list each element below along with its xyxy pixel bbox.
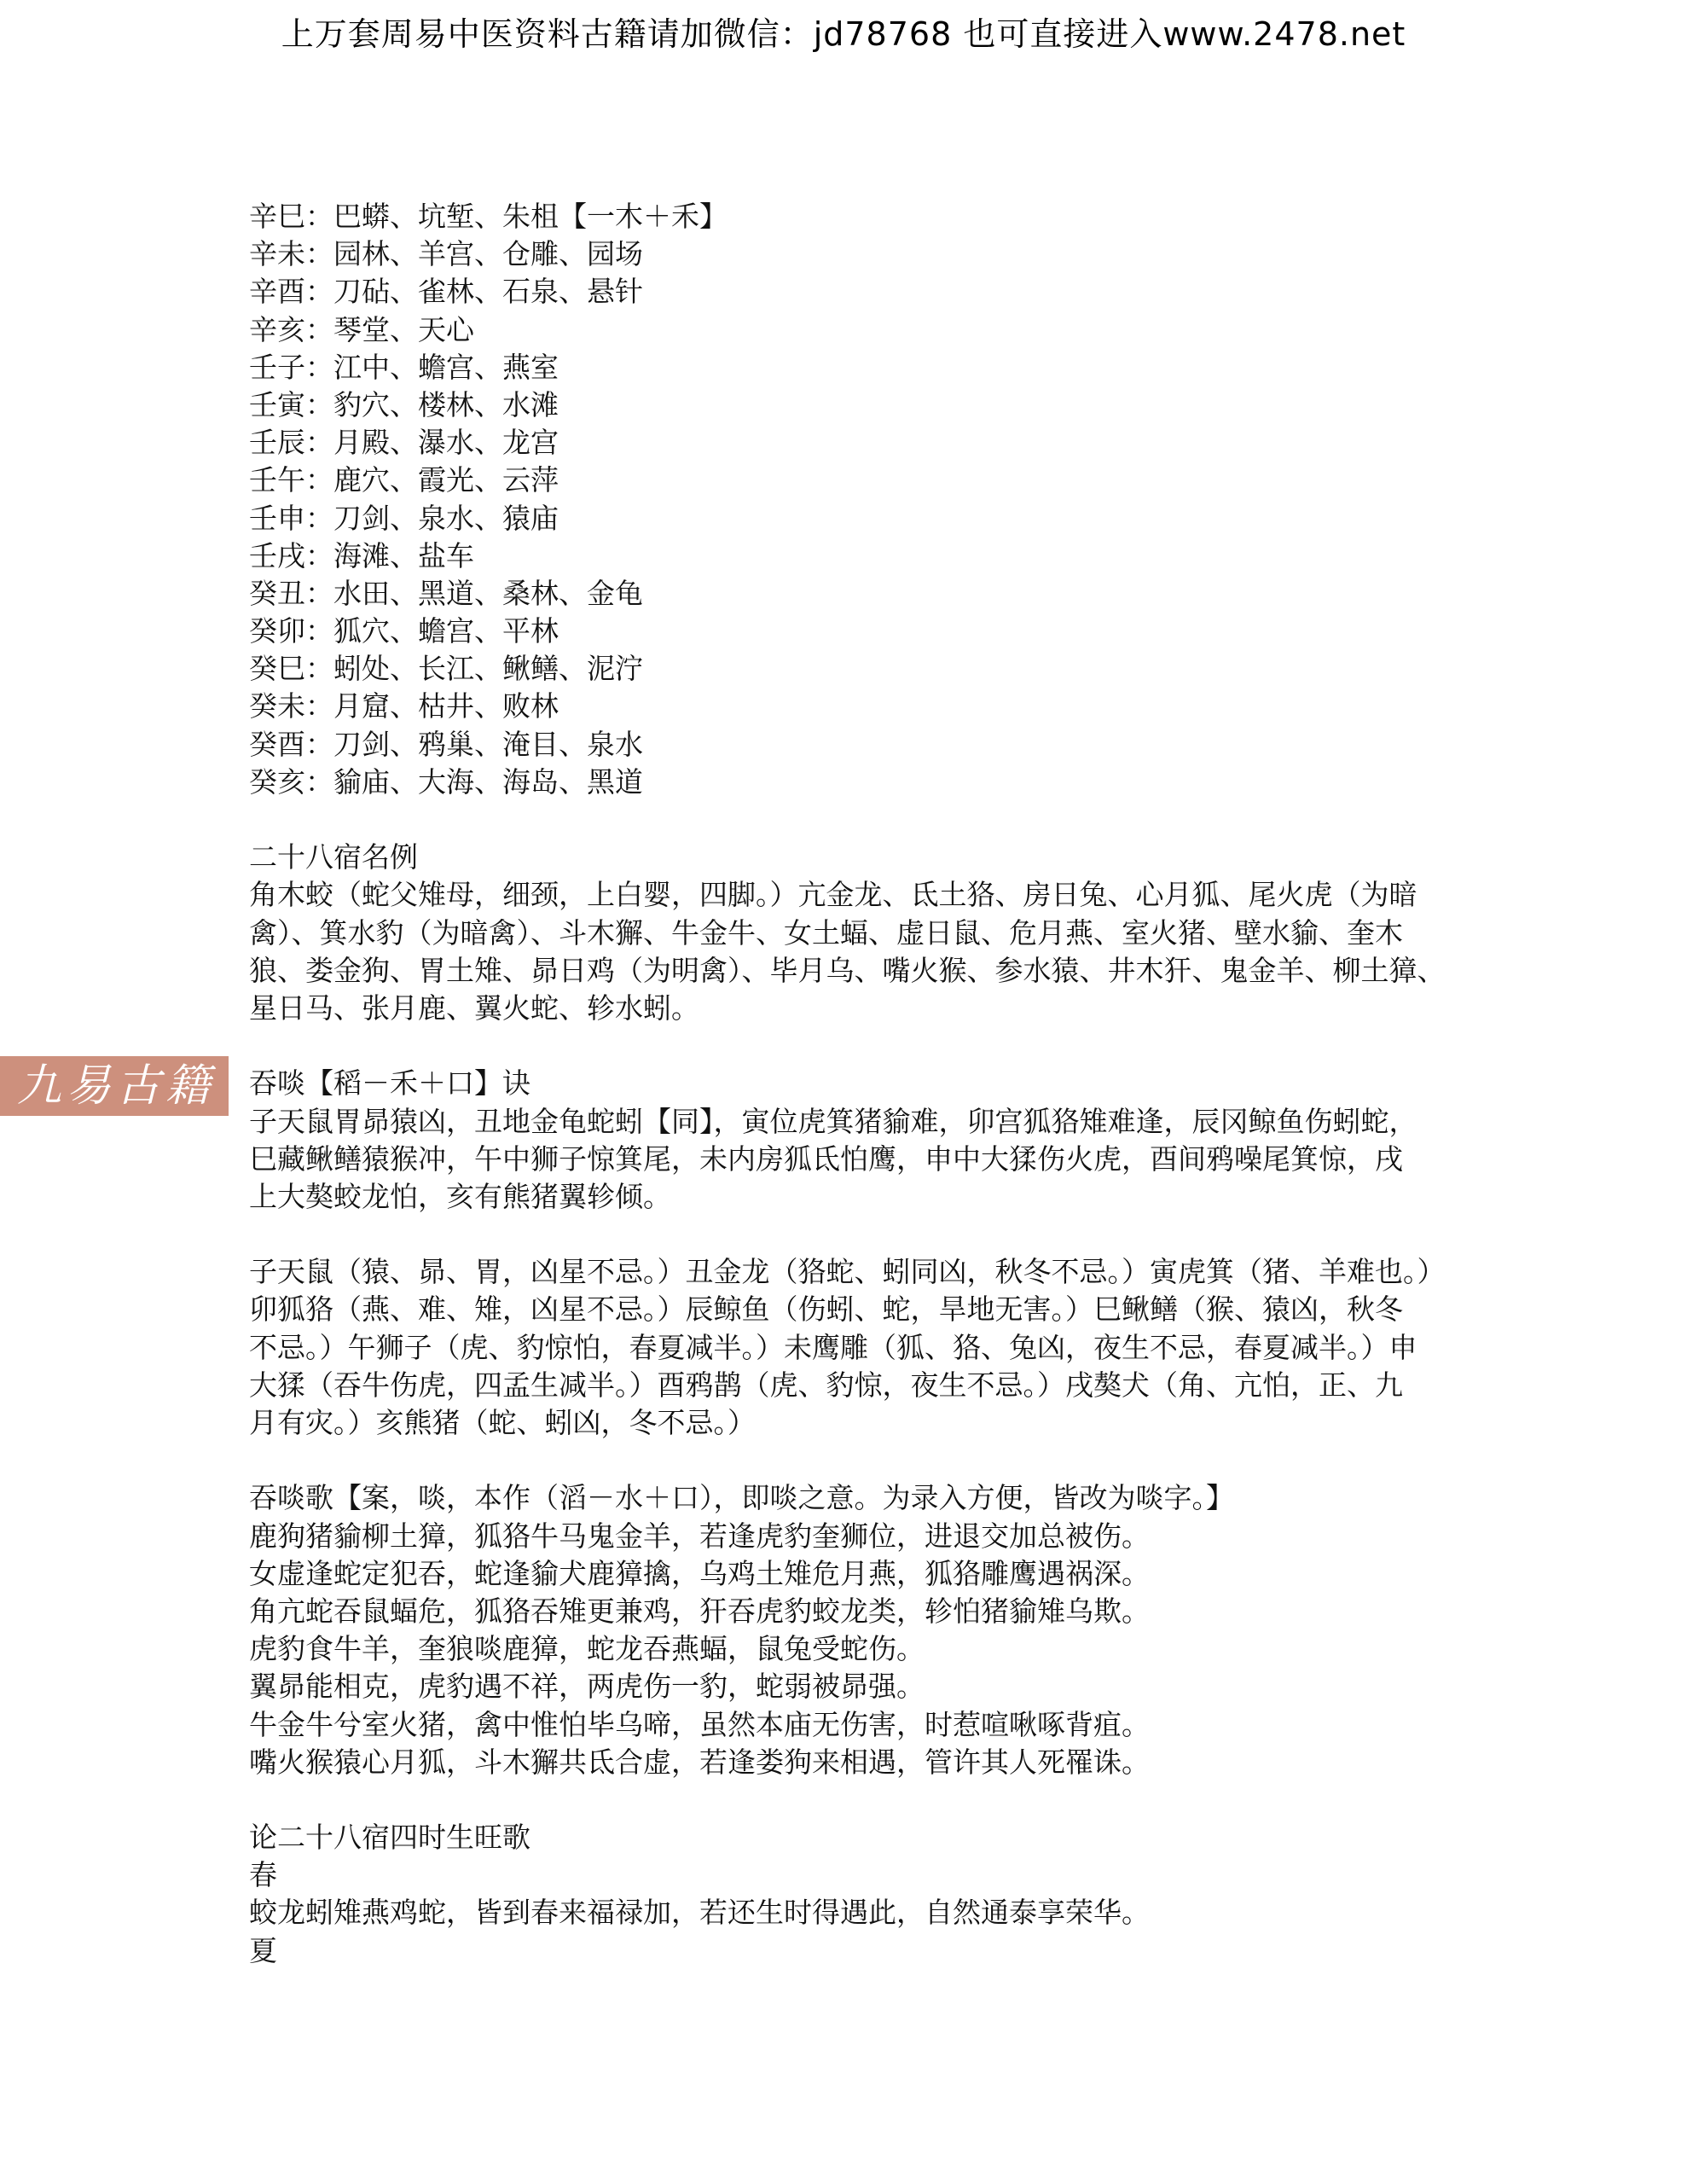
text-line: 月有灾。）亥熊猪（蛇、蚓凶，冬不忌。） xyxy=(249,1406,756,1439)
text-line: 巳藏鳅鳝猿猴冲，午中狮子惊箕尾，未内房狐氐怕鹰，申中大猱伤火虎，酉间鸦噪尾箕惊，戌 xyxy=(249,1141,1403,1176)
text-line: 癸未：月窟、枯井、败林 xyxy=(249,689,559,723)
text-line: 二十八宿名例 xyxy=(249,840,418,874)
text-section xyxy=(249,1253,1477,1442)
text-line: 角木蛟（蛇父雉母，细颈，上白婴，四脚。）亢金龙、氐土狢、房日兔、心月狐、尾火虎（为暗 xyxy=(249,878,1417,912)
text-line: 辛巳：巴蟒、坑堑、朱柤【一木＋禾】 xyxy=(249,200,728,233)
text-line: 鹿狗猪貐柳土獐，狐狢牛马鬼金羊，若逢虎豹奎狮位，进退交加总被伤。 xyxy=(249,1519,1150,1553)
text-section xyxy=(249,1819,1477,1970)
text-line: 春 xyxy=(249,1858,277,1892)
text-line: 夏 xyxy=(249,1933,277,1967)
text-section xyxy=(249,1065,1477,1216)
text-line: 牛金牛兮室火猪，禽中惟怕毕乌啼，虽然本庙无伤害，时惹喧啾啄背疽。 xyxy=(249,1707,1150,1741)
text-line: 吞啖【稻－禾＋口】诀 xyxy=(249,1066,530,1101)
text-line: 辛酉：刀砧、雀林、石泉、悬针 xyxy=(249,275,643,309)
text-line: 禽）、箕水豹（为暗禽）、斗木獬、牛金牛、女土蝠、虚日鼠、危月燕、室火猪、壁水貐、奎木 xyxy=(249,915,1403,950)
text-line: 壬午：鹿穴、霞光、云萍 xyxy=(249,463,559,497)
text-line: 子天鼠胃昴猿凶，丑地金龟蛇蚓【同】，寅位虎箕猪貐难，卯宫狐狢雉难逢，辰冈鲸鱼伤蚓蛇， xyxy=(249,1104,1417,1138)
text-line: 癸巳：蚓处、长江、鳅鳝、泥泞 xyxy=(249,652,643,686)
text-line: 壬寅：豹穴、楼林、水滩 xyxy=(249,387,559,421)
text-line: 吞啖歌【案，啖，本作（滔－水＋口），即啖之意。为录入方便，皆改为啖字。】 xyxy=(249,1481,1234,1515)
text-line: 嘴火猴猿心月狐，斗木獬共氐合虚，若逢娄狗来相遇，管许其人死罹诛。 xyxy=(249,1745,1150,1779)
text-line: 大猱（吞牛伤虎，四孟生减半。）酉鸦鹊（虎、豹惊，夜生不忌。）戌獒犬（角、亢怕，正、九 xyxy=(249,1368,1403,1402)
text-section xyxy=(249,839,1477,1027)
text-line: 狼、娄金狗、胃土雉、昴日鸡（为明禽）、毕月乌、嘴火猴、参水猿、井木犴、鬼金羊、柳土獐、 xyxy=(249,953,1446,987)
text-line: 辛亥：琴堂、天心 xyxy=(249,312,474,346)
text-line: 不忌。）午狮子（虎、豹惊怕，春夏减半。）未鹰雕（狐、狢、兔凶，夜生不忌，春夏减半。）申 xyxy=(249,1330,1417,1364)
text-section xyxy=(249,198,1477,801)
text-line: 女虚逢蛇定犯吞，蛇逢貐犬鹿獐擒，乌鸡土雉危月燕，狐狢雕鹰遇祸深。 xyxy=(249,1556,1150,1590)
document-body xyxy=(249,198,1477,1970)
watermark-logo: 九易古籍网 xyxy=(0,1056,229,1116)
text-line: 壬子：江中、蟾宫、燕室 xyxy=(249,350,559,384)
section-gap xyxy=(249,1027,1477,1065)
section-gap xyxy=(249,1216,1477,1253)
text-line: 辛未：园林、羊宫、仓雕、园场 xyxy=(249,237,643,271)
text-line: 子天鼠（猿、昴、胃，凶星不忌。）丑金龙（狢蛇、蚓同凶，秋冬不忌。）寅虎箕（猪、羊难也。） xyxy=(249,1255,1446,1289)
text-line: 癸卯：狐穴、蟾宫、平林 xyxy=(249,614,559,648)
text-section xyxy=(249,1479,1477,1781)
text-line: 蛟龙蚓雉燕鸡蛇，皆到春来福禄加，若还生时得遇此，自然通泰享荣华。 xyxy=(249,1896,1150,1930)
text-line: 上大獒蛟龙怕，亥有熊猪翼轸倾。 xyxy=(249,1179,671,1213)
text-line: 卯狐狢（燕、难、雉，凶星不忌。）辰鲸鱼（伤蚓、蛇，旱地无害。）巳鳅鳝（猴、猿凶，秋冬 xyxy=(249,1292,1403,1327)
text-line: 癸丑：水田、黑道、桑林、金龟 xyxy=(249,576,643,610)
text-line: 论二十八宿四时生旺歌 xyxy=(249,1821,530,1855)
text-line: 角亢蛇吞鼠蝠危，狐狢吞雉更兼鸡，犴吞虎豹蛟龙类，轸怕猪貐雉乌欺。 xyxy=(249,1594,1150,1628)
text-line: 翼昴能相克，虎豹遇不祥，两虎伤一豹，蛇弱被昴强。 xyxy=(249,1670,925,1704)
text-line: 星日马、张月鹿、翼火蛇、轸水蚓。 xyxy=(249,990,699,1025)
section-gap xyxy=(249,1442,1477,1479)
text-line: 虎豹食牛羊，奎狼啖鹿獐，蛇龙吞燕蝠，鼠兔受蛇伤。 xyxy=(249,1632,925,1666)
top-banner: 上万套周易中医资料古籍请加微信：jd78768 也可直接进入www.2478.net xyxy=(281,15,1406,53)
section-gap xyxy=(249,801,1477,839)
text-line: 癸酉：刀剑、鸦巢、淹目、泉水 xyxy=(249,727,643,761)
text-line: 壬申：刀剑、泉水、猿庙 xyxy=(249,501,559,535)
text-line: 壬戌：海滩、盐车 xyxy=(249,538,474,572)
text-line: 壬辰：月殿、瀑水、龙宫 xyxy=(249,426,559,460)
text-line: 癸亥：貐庙、大海、海岛、黑道 xyxy=(249,764,643,799)
section-gap xyxy=(249,1781,1477,1819)
